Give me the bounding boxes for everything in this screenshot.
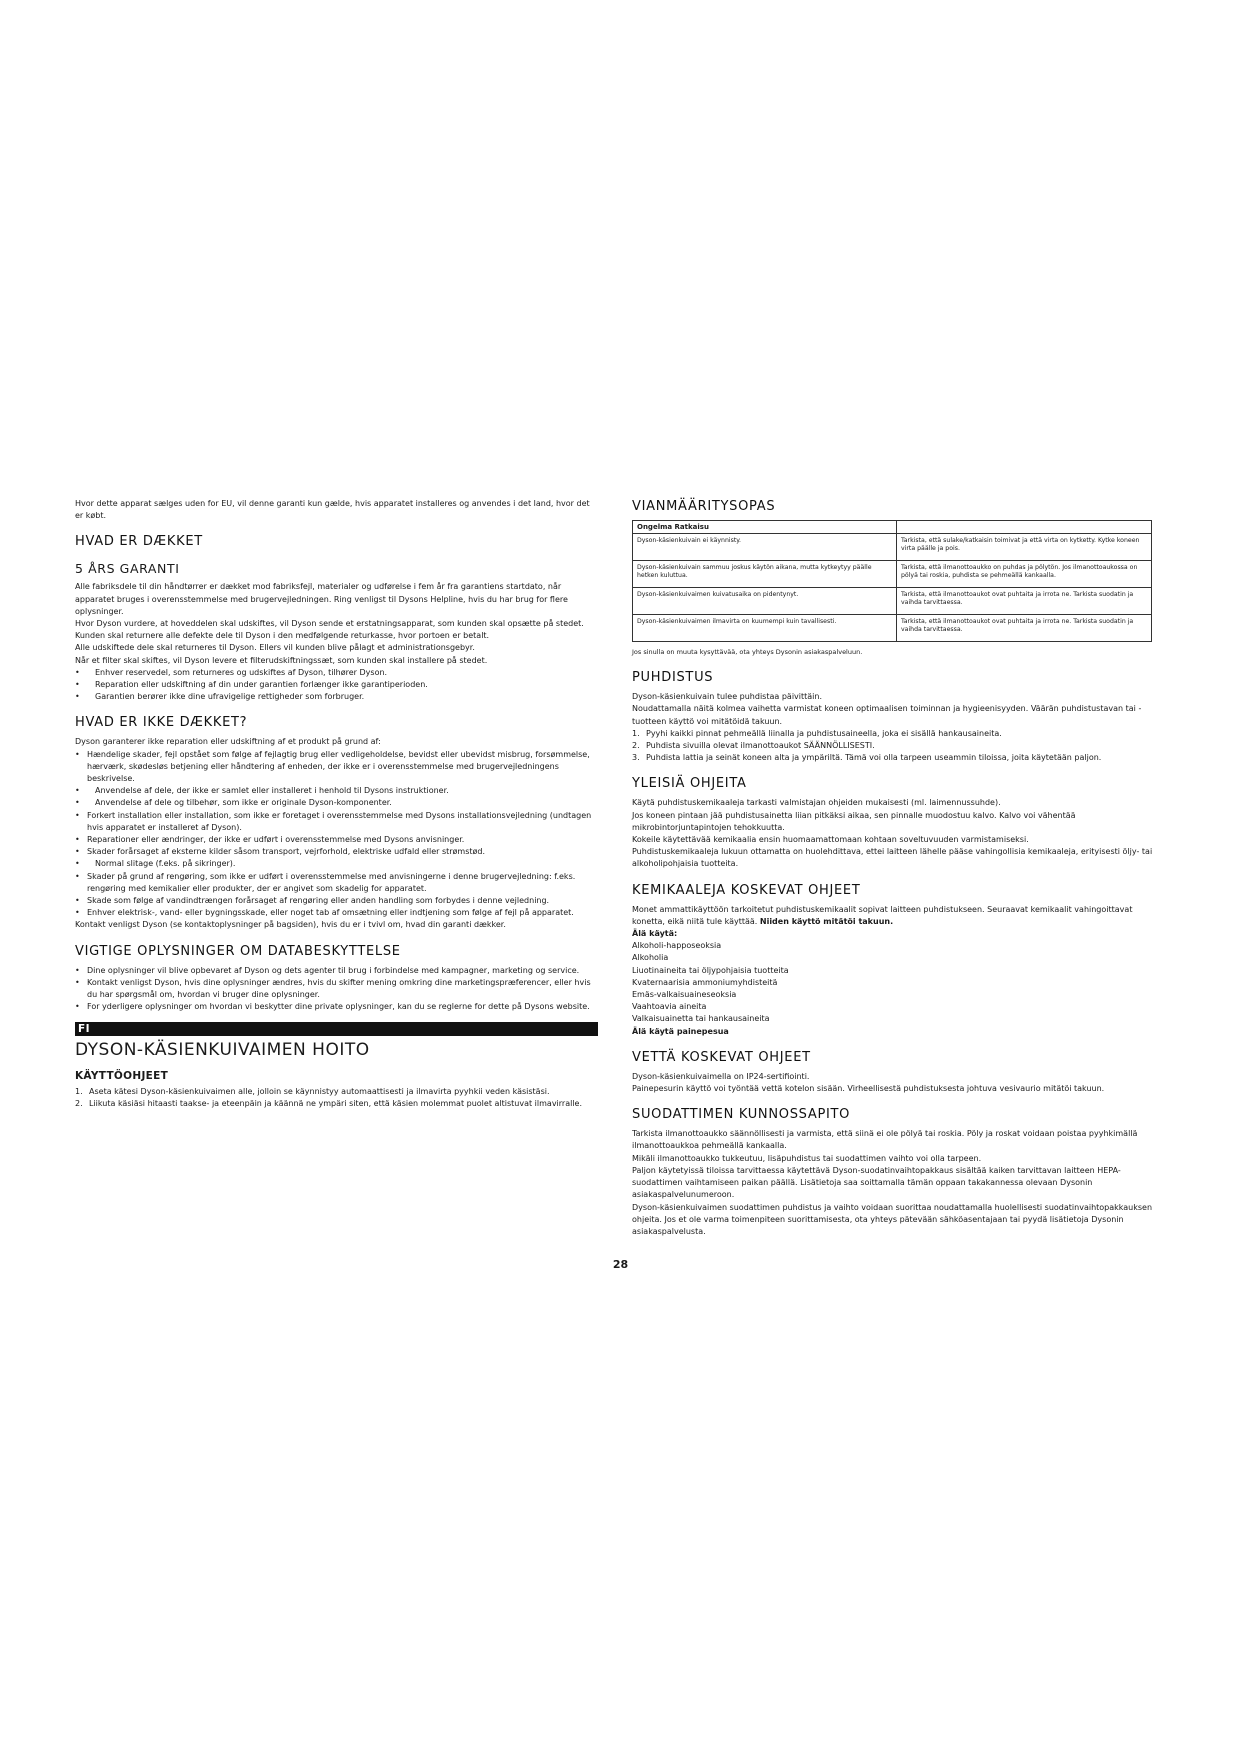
chemical-item: Alkoholia: [632, 953, 669, 963]
warranty-paragraph: Når et filter skal skiftes, vil Dyson levere et filterudskiftningssæt, som kunden skal installere på stedet.: [75, 655, 488, 665]
solution-cell: Tarkista, että ilmanottoaukot ovat puhtaita ja irrota ne. Tarkista suodatin ja vaihda tarvittaessa.: [897, 615, 1152, 642]
list-item: • For yderligere oplysninger om hvordan vi beskytter dine private oplysninger, kan du se reglerne for dette på Dysons website.: [75, 1001, 598, 1013]
filter-heading: SUODATTIMEN KUNNOSSAPITO: [632, 1107, 851, 1123]
list-item: 2. Puhdista sivuilla olevat ilmanottoaukot SÄÄNNÖLLISESTI.: [632, 741, 875, 751]
not-covered-outro: Kontakt venligst Dyson (se kontaktoplysninger på bagsiden), hvis du er i tvivl om, hvad din garanti dækker.: [75, 920, 506, 930]
problem-cell: Dyson-käsienkuivain ei käynnisty.: [633, 534, 897, 561]
usage-steps: [75, 1086, 598, 1110]
list-item: • Enhver reservedel, som returneres og udskiftes af Dyson, tilhører Dyson.: [75, 667, 598, 679]
warranty-text: [75, 581, 598, 666]
list-item: • Kontakt venligst Dyson, hvis dine oplysninger ændres, hvis du skifter mening omkring dine marketingspræferencer, eller hvis du har spørgsmål om, hvordan vi bruger dine oplysninger.: [75, 977, 598, 1001]
general-paragraph: Kokeile käytettävää kemikaalia ensin huomaamattomaan kohtaan soveltuvuuden varmistamiseksi.: [632, 835, 1029, 845]
chemical-item: Vaahtoavia aineita: [632, 1002, 707, 1012]
warranty-bullets: [75, 667, 598, 704]
chemical-item: Valkaisuainetta tai hankausaineita: [632, 1014, 770, 1024]
eu-intro: Hvor dette apparat sælges uden for EU, vil denne garanti kun gælde, hvis apparatet installeres og anvendes i det land, hvor det er købt.: [75, 499, 590, 521]
table-header-row: [633, 521, 1152, 534]
chemical-item: Kvaternaarisia ammoniumyhdisteitä: [632, 977, 778, 987]
troubleshoot-table: [632, 520, 1152, 642]
warranty-paragraph: Hvor Dyson vurdere, at hoveddelen skal udskiftes, vil Dyson sende et erstatningsapparat, som kunden skal opsætte på stedet. Kunden skal returnere alle defekte dele til Dyson i den medfølgende returkasse, hvor portoen er betalt.: [75, 619, 584, 641]
list-item: • Skade som følge af vandindtrængen forårsaget af rengøring eller anden handling som forbydes i denne vejledning.: [75, 895, 598, 907]
problem-cell: Dyson-käsienkuivaimen kuivatusaika on pidentynyt.: [633, 588, 897, 615]
list-item: 1. Aseta kätesi Dyson-käsienkuivaimen alle, jolloin se käynnistyy automaattisesti ja ilmavirta pyyhkii veden käsistäsi.: [75, 1086, 550, 1096]
cleaning-paragraph: Noudattamalla näitä kolmea vaihetta varmistat koneen optimaalisen toiminnan ja hygieenisyyden. Väärän puhdistustavan tai -tuotteen käyttö voi mitätöidä takuun.: [632, 704, 1142, 726]
dont-use-label: Älä käytä:: [632, 929, 678, 939]
pressure-wash-warning: Älä käytä painepesua: [632, 1026, 729, 1036]
filter-paragraph: Dyson-käsienkuivaimen suodattimen puhdistus ja vaihto voidaan suorittaa noudattamalla huolellisesti suodatinvaihtopakkauksen ohjeita. Jos et ole varma toimenpiteen suorittamisesta, ota yhteys pätevään sähköasentajaan tai pyydä lisätietoja Dysonin asiakaspalvelusta.: [632, 1202, 1153, 1236]
warranty-heading: 5 ÅRS GARANTI: [75, 561, 180, 577]
table-row: [633, 588, 1152, 615]
privacy-heading: VIGTIGE OPLYSNINGER OM DATABESKYTTELSE: [75, 943, 401, 959]
troubleshoot-heading: VIANMÄÄRITYSOPAS: [632, 499, 776, 514]
list-item: • Forkert installation eller installation, som ikke er foretaget i overensstemmelse med Dysons installationsvejledning (undtagen hvis apparatet er installeret af Dyson).: [75, 810, 598, 834]
filter-paragraph: Tarkista ilmanottoaukko säännöllisesti ja varmista, että siinä ei ole pölyä tai roskia. Pöly ja roskat voidaan poistaa pyyhkimällä ilmanottoaukkoa pehmeällä kankaalla.: [632, 1129, 1138, 1151]
usage-heading: KÄYTTÖOHJEET: [75, 1069, 169, 1082]
solution-cell: Tarkista, että ilmanottoaukko on puhdas ja pölytön. Jos ilmanottoaukossa on pölyä tai roskia, puhdista se pehmeällä kankaalla.: [897, 561, 1152, 588]
problem-cell: Dyson-käsienkuivain sammuu joskus käytön aikana, mutta kytkeytyy päälle hetken kuluttua.: [633, 561, 897, 588]
general-heading: YLEISIÄ OHJEITA: [632, 776, 747, 792]
right-column: [632, 499, 1154, 1238]
not-covered-intro: Dyson garanterer ikke reparation eller udskiftning af et produkt på grund af:: [75, 737, 381, 747]
general-paragraph: Puhdistuskemikaaleja lukuun ottamatta on huolehdittava, ettei laitteen lähelle pääse vahingollisia kemikaaleja, erityisesti öljy- tai alkoholipohjaisia tuotteita.: [632, 847, 1153, 869]
list-item: • Garantien berører ikke dine ufravigelige rettigheder som forbruger.: [75, 691, 598, 703]
list-item: • Hændelige skader, fejl opstået som følge af fejlagtig brug eller vedligeholdelse, bevidst eller ubevidst misbrug, forsømmelse, hærværk, skødesløs betjening eller håndtering af enheden, der ikke er i overensstemmelse med brugervejledningens beskrivelse.: [75, 749, 598, 786]
chemical-item: Liuotinaineita tai öljypohjaisia tuotteita: [632, 965, 789, 975]
water-paragraph: Dyson-käsienkuivaimella on IP24-sertifiointi.: [632, 1071, 810, 1081]
list-item: • Skader på grund af rengøring, som ikke er udført i overensstemmelse med anvisningerne i denne brugervejledning: f.eks. rengøring med kemikalier eller produkter, der er angivet som skadelig for apparatet.: [75, 871, 598, 895]
water-paragraph: Painepesurin käyttö voi työntää vettä kotelon sisään. Virheellisestä puhdistuksesta johtuva vesivaurio mitätöi takuun.: [632, 1084, 1105, 1094]
chemical-item: Alkoholi-happoseoksia: [632, 941, 722, 951]
cleaning-steps: [632, 728, 1154, 765]
warranty-paragraph: Alle fabriksdele til din håndtørrer er dækket mod fabriksfejl, materialer og udførelse i fem år fra garantiens startdato, når apparatet bruges i overensstemmelse med brugervejledningen. Ring venligst til Dysons Helpline, hvis du har brug for flere oplysninger.: [75, 582, 568, 616]
general-paragraph: Käytä puhdistuskemikaaleja tarkasti valmistajan ohjeiden mukaisesti (ml. laimennussuhde).: [632, 798, 1001, 808]
table-note: Jos sinulla on muuta kysyttävää, ota yhteys Dysonin asiakaspalveluun.: [632, 648, 863, 656]
list-item: 1. Pyyhi kaikki pinnat pehmeällä liinalla ja puhdistusaineella, joka ei sisällä hankausaineita.: [632, 728, 1002, 738]
problem-cell: Dyson-käsienkuivaimen ilmavirta on kuumempi kuin tavallisesti.: [633, 615, 897, 642]
list-item: 3. Puhdista lattia ja seinät koneen alta ja ympäriltä. Tämä voi olla tarpeen useammin tiloissa, joita käytetään paljon.: [632, 753, 1102, 763]
water-heading: VETTÄ KOSKEVAT OHJEET: [632, 1049, 811, 1065]
list-item: • Enhver elektrisk-, vand- eller bygningsskade, eller noget tab af omsætning eller indtjening som følge af fejl på apparatet.: [75, 907, 598, 919]
filter-paragraph: Mikäli ilmanottoaukko tukkeutuu, lisäpuhdistus tai suodattimen vaihto voi olla tarpeen.: [632, 1153, 982, 1163]
chemical-item: Emäs-valkaisuaineseoksia: [632, 990, 737, 1000]
general-paragraph: Jos koneen pintaan jää puhdistusainetta liian pitkäksi aikaa, sen pinnalle muodostuu kalvo. Kalvo voi vähentää mikrobintorjuntapintojen tehokkuutta.: [632, 810, 1076, 832]
privacy-bullets: [75, 965, 598, 1014]
list-item: 2. Liikuta käsiäsi hitaasti taakse- ja eteenpäin ja käännä ne ympäri siten, että käsien molemmat puolet altistuvat ilmavirralle.: [75, 1098, 583, 1108]
list-item: • Skader forårsaget af eksterne kilder såsom transport, vejrforhold, elektriske udfald eller strømstød.: [75, 846, 598, 858]
cleaning-heading: PUHDISTUS: [632, 670, 714, 686]
left-column: [75, 498, 598, 1110]
cleaning-paragraph: Dyson-käsienkuivain tulee puhdistaa päivittäin.: [632, 692, 823, 702]
solution-cell: Tarkista, että ilmanottoaukot ovat puhtaita ja irrota ne. Tarkista suodatin ja vaihda tarvittaessa.: [897, 588, 1152, 615]
fi-section-title: DYSON-KÄSIENKUIVAIMEN HOITO: [75, 1039, 370, 1060]
chemicals-paragraph: Monet ammattikäyttöön tarkoitetut puhdistuskemikaalit sopivat laitteen puhdistukseen. Seuraavat kemikaalit vahingoittavat konetta, eikä niitä tule käyttää. Niiden käyttö mitätöi takuun.: [632, 904, 1133, 926]
table-header-cell: [897, 521, 1152, 534]
not-covered-heading: HVAD ER IKKE DÆKKET?: [75, 715, 248, 731]
list-item: • Reparation eller udskiftning af din under garantien forlænger ikke garantiperioden.: [75, 679, 598, 691]
table-row: [633, 561, 1152, 588]
table-header-cell: Ongelma Ratkaisu: [633, 521, 897, 534]
chemicals-heading: KEMIKAALEJA KOSKEVAT OHJEET: [632, 882, 861, 898]
list-item: • Normal slitage (f.eks. på sikringer).: [75, 858, 598, 870]
table-row: [633, 615, 1152, 642]
language-bar: FI: [75, 1022, 598, 1036]
covered-heading: HVAD ER DÆKKET: [75, 534, 203, 550]
solution-cell: Tarkista, että sulake/katkaisin toimivat ja että virta on kytketty. Kytke koneen virta päälle ja pois.: [897, 534, 1152, 561]
page-number: 28: [612, 1258, 629, 1271]
not-covered-bullets: [75, 749, 598, 920]
warranty-void-note: Niiden käyttö mitätöi takuun.: [759, 916, 894, 926]
list-item: • Dine oplysninger vil blive opbevaret af Dyson og dets agenter til brug i forbindelse med kampagner, marketing og service.: [75, 965, 598, 977]
list-item: • Anvendelse af dele, der ikke er samlet eller installeret i henhold til Dysons instruktioner.: [75, 785, 598, 797]
warranty-paragraph: Alle udskiftede dele skal returneres til Dyson. Ellers vil kunden blive pålagt et administrationsgebyr.: [75, 643, 475, 653]
filter-paragraph: Paljon käytetyissä tiloissa tarvittaessa käytettävä Dyson-suodatinvaihtopakkaus sisältää kaiken tarvittavan laitteen HEPA-suodattimen vaihtamiseen paikan päällä. Lisätietoja saa soittamalla tämän oppaan takakannessa olevaan Dysonin asiakaspalvelunumeroon.: [632, 1165, 1121, 1200]
list-item: • Reparationer eller ændringer, der ikke er udført i overensstemmelse med Dysons anvisninger.: [75, 834, 598, 846]
table-row: [633, 534, 1152, 561]
list-item: • Anvendelse af dele og tilbehør, som ikke er originale Dyson-komponenter.: [75, 797, 598, 809]
